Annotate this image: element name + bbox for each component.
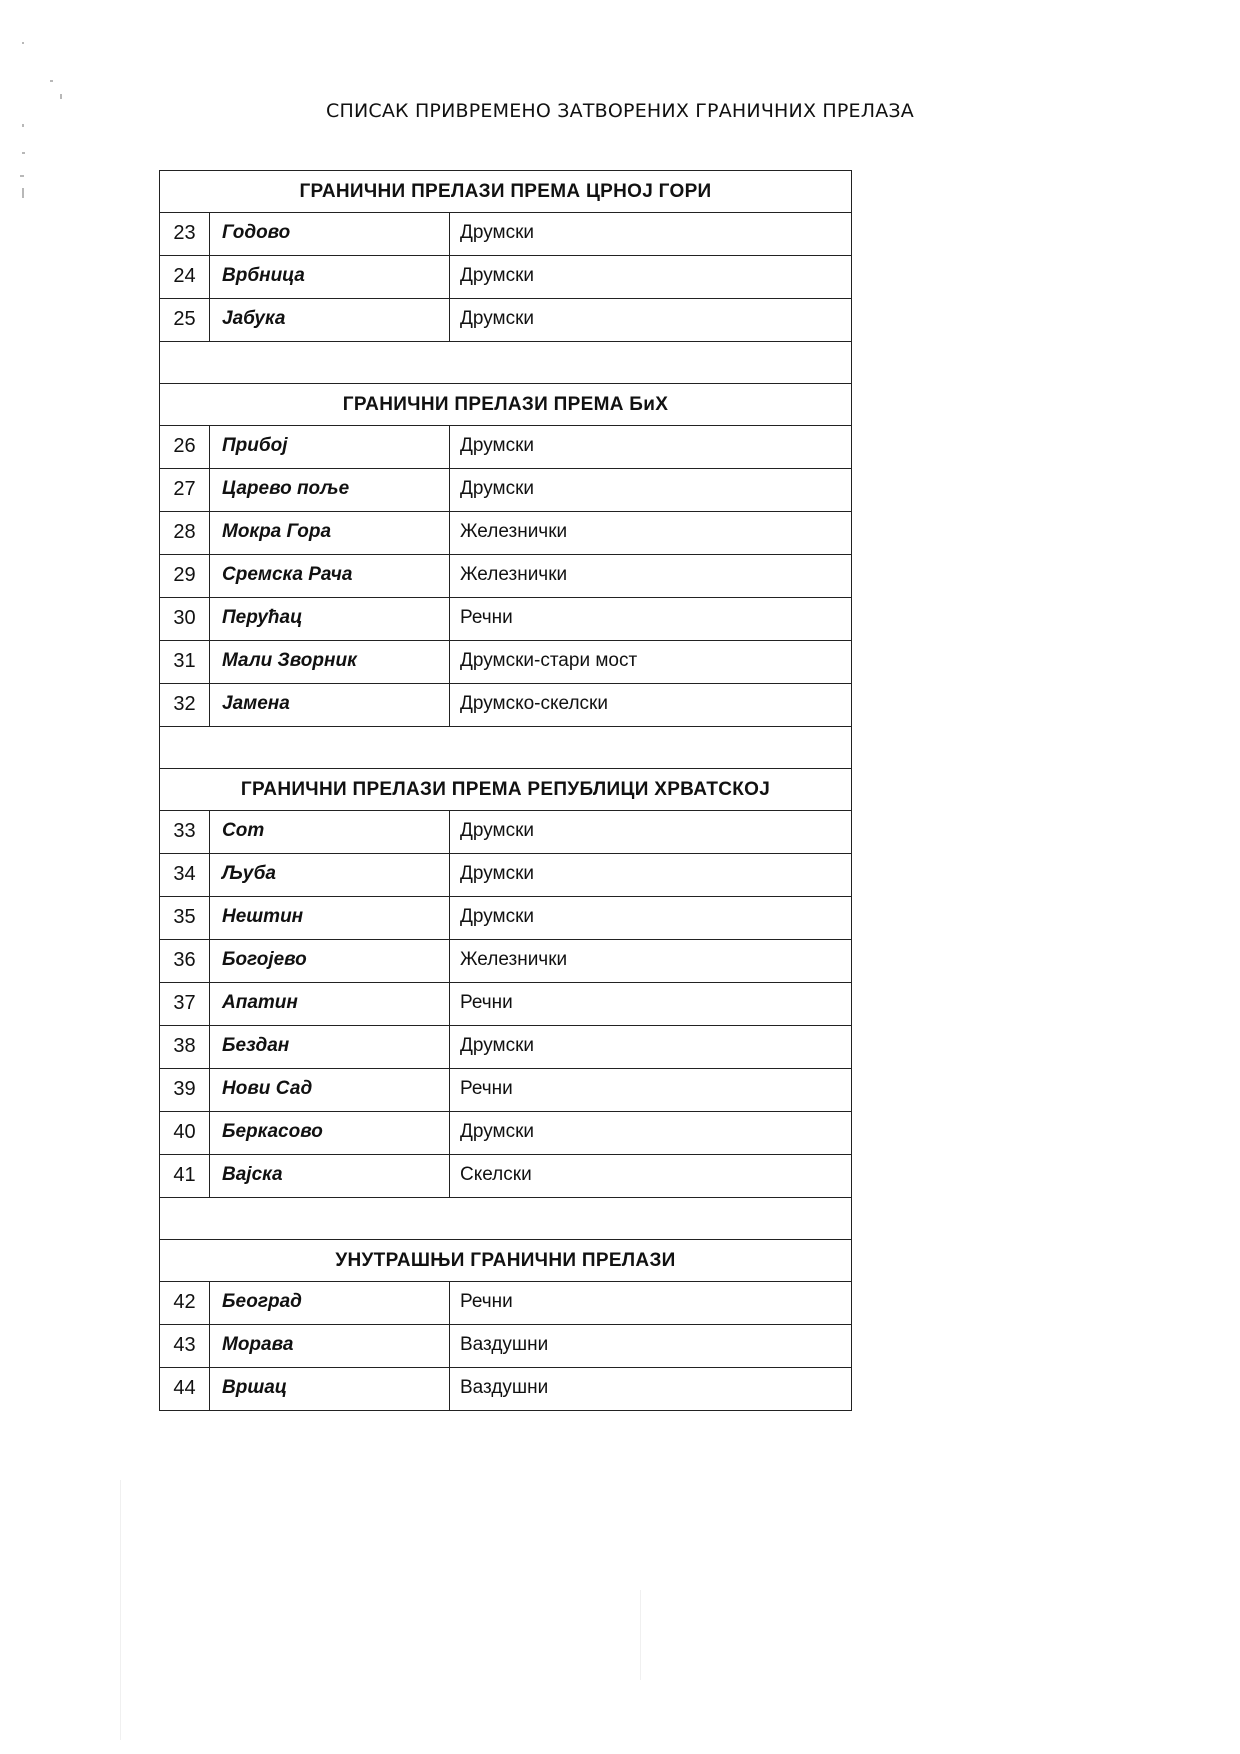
table-row xyxy=(160,641,852,684)
row-number: 27 xyxy=(160,469,210,512)
row-number: 24 xyxy=(160,256,210,299)
crossing-type: Железнички xyxy=(450,940,852,983)
table-row xyxy=(160,299,852,342)
crossing-name: Богојево xyxy=(210,940,450,983)
crossing-name: Сот xyxy=(210,811,450,854)
document-title: СПИСАК ПРИВРЕМЕНО ЗАТВОРЕНИХ ГРАНИЧНИХ ПРЕЛАЗА xyxy=(325,100,915,122)
crossing-name: Бездан xyxy=(210,1026,450,1069)
table-row xyxy=(160,684,852,727)
crossing-name: Нови Сад xyxy=(210,1069,450,1112)
row-number: 32 xyxy=(160,684,210,727)
section-heading-row xyxy=(160,769,852,811)
row-number: 44 xyxy=(160,1368,210,1411)
crossing-type: Речни xyxy=(450,1282,852,1325)
crossing-name: Мали Зворник xyxy=(210,641,450,684)
table-row xyxy=(160,555,852,598)
row-number: 28 xyxy=(160,512,210,555)
scan-artifact xyxy=(22,152,25,154)
row-number: 25 xyxy=(160,299,210,342)
row-number: 43 xyxy=(160,1325,210,1368)
row-number: 34 xyxy=(160,854,210,897)
row-number: 23 xyxy=(160,213,210,256)
table-row xyxy=(160,598,852,641)
crossing-name: Вајска xyxy=(210,1155,450,1198)
crossing-type: Друмски xyxy=(450,1026,852,1069)
crossing-name: Апатин xyxy=(210,983,450,1026)
crossing-name: Сремска Рача xyxy=(210,555,450,598)
table-row xyxy=(160,213,852,256)
crossing-type: Друмски xyxy=(450,426,852,469)
spacer-cell xyxy=(160,1198,852,1240)
scan-artifact xyxy=(640,1590,641,1680)
row-number: 26 xyxy=(160,426,210,469)
row-number: 41 xyxy=(160,1155,210,1198)
crossing-name: Годово xyxy=(210,213,450,256)
row-number: 30 xyxy=(160,598,210,641)
crossing-type: Железнички xyxy=(450,512,852,555)
crossing-type: Друмски xyxy=(450,256,852,299)
scan-artifact xyxy=(22,124,24,127)
section-heading: ГРАНИЧНИ ПРЕЛАЗИ ПРЕМА ЦРНОЈ ГОРИ xyxy=(160,171,852,213)
scan-artifact xyxy=(22,188,24,198)
table-row xyxy=(160,469,852,512)
section-heading: УНУТРАШЊИ ГРАНИЧНИ ПРЕЛАЗИ xyxy=(160,1240,852,1282)
row-number: 39 xyxy=(160,1069,210,1112)
scan-artifact xyxy=(60,94,62,99)
crossing-type: Друмски xyxy=(450,1112,852,1155)
table-row xyxy=(160,1112,852,1155)
section-spacer-row xyxy=(160,342,852,384)
crossing-name: Нештин xyxy=(210,897,450,940)
row-number: 33 xyxy=(160,811,210,854)
row-number: 29 xyxy=(160,555,210,598)
border-crossings-table xyxy=(159,170,852,1411)
crossing-type: Друмски-стари мост xyxy=(450,641,852,684)
crossing-name: Врбница xyxy=(210,256,450,299)
crossing-type: Скелски xyxy=(450,1155,852,1198)
crossing-type: Железнички xyxy=(450,555,852,598)
row-number: 40 xyxy=(160,1112,210,1155)
table-row xyxy=(160,1368,852,1411)
table-row xyxy=(160,897,852,940)
section-spacer-row xyxy=(160,727,852,769)
section-spacer-row xyxy=(160,1198,852,1240)
section-heading: ГРАНИЧНИ ПРЕЛАЗИ ПРЕМА РЕПУБЛИЦИ ХРВАТСКОЈ xyxy=(160,769,852,811)
row-number: 31 xyxy=(160,641,210,684)
crossing-name: Царево поље xyxy=(210,469,450,512)
row-number: 36 xyxy=(160,940,210,983)
table-row xyxy=(160,256,852,299)
scan-artifact xyxy=(22,42,24,44)
row-number: 35 xyxy=(160,897,210,940)
crossing-type: Речни xyxy=(450,1069,852,1112)
crossing-name: Мокра Гора xyxy=(210,512,450,555)
table-row xyxy=(160,1325,852,1368)
crossing-name: Љуба xyxy=(210,854,450,897)
scan-artifact xyxy=(50,80,53,82)
spacer-cell xyxy=(160,727,852,769)
crossing-type: Друмски xyxy=(450,213,852,256)
row-number: 37 xyxy=(160,983,210,1026)
section-heading-row xyxy=(160,1240,852,1282)
table-row xyxy=(160,1282,852,1325)
table-row xyxy=(160,1069,852,1112)
table-row xyxy=(160,940,852,983)
crossing-type: Друмски xyxy=(450,811,852,854)
crossing-type: Речни xyxy=(450,598,852,641)
section-heading: ГРАНИЧНИ ПРЕЛАЗИ ПРЕМА БиХ xyxy=(160,384,852,426)
crossing-name: Београд xyxy=(210,1282,450,1325)
row-number: 42 xyxy=(160,1282,210,1325)
crossing-name: Беркасово xyxy=(210,1112,450,1155)
crossing-type: Друмски xyxy=(450,897,852,940)
table-row xyxy=(160,1155,852,1198)
crossing-type: Друмски xyxy=(450,854,852,897)
scan-artifact xyxy=(120,1480,121,1740)
crossing-type: Друмски xyxy=(450,469,852,512)
crossing-name: Морава xyxy=(210,1325,450,1368)
section-heading-row xyxy=(160,171,852,213)
spacer-cell xyxy=(160,342,852,384)
crossing-name: Вршац xyxy=(210,1368,450,1411)
scan-artifact xyxy=(20,175,24,177)
crossing-name: Прибој xyxy=(210,426,450,469)
table-row xyxy=(160,983,852,1026)
crossing-type: Друмски xyxy=(450,299,852,342)
crossing-type: Друмско-скелски xyxy=(450,684,852,727)
table-row xyxy=(160,811,852,854)
crossing-name: Перућац xyxy=(210,598,450,641)
table-row xyxy=(160,512,852,555)
crossing-type: Ваздушни xyxy=(450,1368,852,1411)
table-row xyxy=(160,1026,852,1069)
crossing-type: Речни xyxy=(450,983,852,1026)
row-number: 38 xyxy=(160,1026,210,1069)
section-heading-row xyxy=(160,384,852,426)
crossing-type: Ваздушни xyxy=(450,1325,852,1368)
crossing-name: Јамена xyxy=(210,684,450,727)
crossing-name: Јабука xyxy=(210,299,450,342)
table-row xyxy=(160,854,852,897)
table-row xyxy=(160,426,852,469)
